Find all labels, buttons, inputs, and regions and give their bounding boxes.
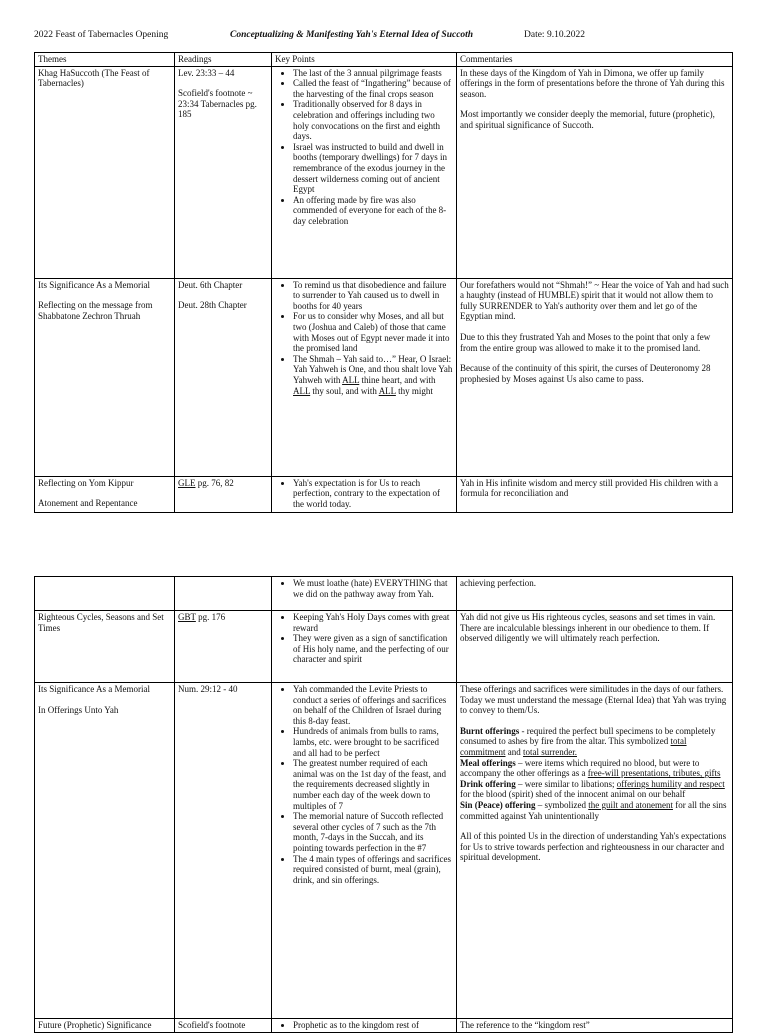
column-header-key-points: Key Points — [272, 53, 457, 67]
commentary-paragraph: All of this pointed Us in the direction of understanding Yah's expectations for Us to strive towards perfection and righteousness in our character and spiritual development. — [460, 831, 727, 863]
key-points-list — [275, 68, 453, 227]
commentary-cell — [457, 611, 733, 683]
reading-link: GBT — [178, 612, 196, 622]
list-item: • Israel was instructed to build and dwell in booths (temporary dwellings) for 7 days in remembrance of the exodus journey in the dessert wilderness coming out of ancient Egypt — [293, 142, 453, 195]
commentary-paragraph: Because of the continuity of this spirit, the curses of Deuteronomy 28 prophesied by Moses against Us also came to pass. — [460, 363, 711, 384]
reading-text: Lev. 23:33 – 44 — [178, 67, 235, 78]
drink-offering-entry: Drink offering – were similar to libations; offerings humility and respect for the blood (spirit) shed of the innocent animal on our behalf — [460, 778, 725, 800]
list-item: • Hundreds of animals from bulls to rams, lambs, etc. were brought to be sacrificed and all had to be perfect — [293, 726, 453, 758]
list-item: • Yah commanded the Levite Priests to conduct a series of offerings and sacrifices on behalf of the Children of Israel during this 8-day feast. — [293, 684, 453, 726]
list-item: • An offering made by fire was also commended of everyone for each of the 8-day celebration — [293, 195, 453, 227]
study-table-page1 — [34, 52, 733, 513]
reading-text: Num. 29:12 - 40 — [178, 684, 238, 694]
readings-cell — [175, 611, 272, 683]
commentary-paragraph: The reference to the “kingdom rest” — [460, 1020, 590, 1030]
theme-text: Future (Prophetic) Significance — [38, 1020, 152, 1030]
key-points-list — [275, 280, 453, 397]
column-header-readings: Readings — [175, 53, 272, 67]
theme-cell — [35, 577, 175, 611]
reading-text: Deut. 6th Chapter — [178, 279, 243, 290]
key-points-cell — [272, 278, 457, 476]
list-item: • Prophetic as to the kingdom rest of — [293, 1020, 453, 1031]
reading-text: Scofield's footnote ~ 23:34 Tabernacles pg. 185 — [178, 88, 257, 120]
commentary-cell — [457, 278, 733, 476]
table-row — [35, 683, 733, 1019]
readings-cell — [175, 577, 272, 611]
readings-cell — [175, 278, 272, 476]
theme-text: Khag HaSuccoth (The Feast of Tabernacles) — [38, 67, 150, 89]
theme-text: Reflecting on Yom Kippur — [38, 477, 134, 488]
key-points-list — [275, 578, 453, 599]
list-item: • They were given as a sign of sanctification of His holy name, and the perfecting of our character and spirit — [293, 633, 453, 665]
key-points-list — [275, 478, 453, 510]
commentary-paragraph: achieving perfection. — [460, 578, 536, 588]
commentary-cell — [457, 476, 733, 512]
table-row — [35, 476, 733, 512]
list-item: • Called the feast of “Ingathering” because of the harvesting of the final crops season — [293, 78, 453, 99]
key-points-cell — [272, 577, 457, 611]
commentary-paragraph: These offerings and sacrifices were similitudes in the days of our fathers. Today we must understand the message (Eternal Idea) that Yah was trying to convey to them/Us. — [460, 684, 727, 716]
commentary-cell — [457, 66, 733, 278]
study-table-page2 — [34, 576, 733, 1033]
theme-text: Righteous Cycles, Seasons and Set Times — [38, 612, 164, 633]
table-row — [35, 611, 733, 683]
key-points-cell — [272, 476, 457, 512]
key-points-list — [275, 684, 453, 885]
document-title: Conceptualizing & Manifesting Yah's Eternal Idea of Succoth — [230, 30, 474, 40]
theme-text: In Offerings Unto Yah — [38, 704, 119, 715]
reading-text: pg. 176 — [195, 612, 226, 622]
key-points-list — [275, 612, 453, 665]
key-points-cell — [272, 1019, 457, 1033]
list-item: • The Shmah – Yah said to…” Hear, O Israel: Yah Yahweh is One, and thou shalt love Yah Yahweh with ALL thine heart, and with ALL thy soul, and with ALL thy might — [293, 354, 453, 396]
theme-text: Atonement and Repentance — [38, 498, 138, 509]
key-points-list — [275, 1020, 453, 1031]
key-points-cell — [272, 611, 457, 683]
table-row — [35, 278, 733, 476]
commentary-paragraph: Yah in His infinite wisdom and mercy still provided His children with a formula for reconciliation and — [460, 477, 719, 499]
table-row — [35, 66, 733, 278]
list-item: • Keeping Yah's Holy Days comes with great reward — [293, 612, 453, 633]
theme-text: Its Significance As a Memorial — [38, 684, 150, 694]
list-item: • Traditionally observed for 8 days in celebration and offerings including two holy convocations on the first and eighth days. — [293, 99, 453, 141]
theme-cell — [35, 476, 175, 512]
commentary-paragraph: Yah did not give us His righteous cycles, seasons and set times in vain. There are incalculable blessings inherent in our obedience to them. If observed diligently we will ultimately reach perfection. — [460, 612, 716, 644]
list-item: • To remind us that disobedience and failure to surrender to Yah caused us to dwell in booths for 40 years — [293, 280, 453, 312]
list-item: • The last of the 3 annual pilgrimage feasts — [293, 68, 453, 79]
meal-offering-entry: Meal offerings – were items which required no blood, but were to accompany the other offerings as a free-will presentations, tributes, gifts — [460, 757, 721, 779]
list-item: • For us to consider why Moses, and all but two (Joshua and Caleb) of those that came with Moses out of Egypt never made it into the promised land — [293, 311, 453, 353]
commentary-paragraph: Most importantly we consider deeply the memorial, future (prophetic), and spiritual significance of Succoth. — [460, 109, 715, 130]
theme-cell — [35, 66, 175, 278]
column-header-themes: Themes — [35, 53, 175, 67]
list-item: • The greatest number required of each animal was on the 1st day of the feast, and the requirements decreased slightly in number each day of the week down to multiples of 7 — [293, 758, 453, 811]
commentary-cell — [457, 577, 733, 611]
event-title: 2022 Feast of Tabernacles Opening — [34, 30, 169, 40]
theme-text: Reflecting on the message from Shabbatone Zechron Thruah — [38, 300, 153, 321]
sin-offering-entry: Sin (Peace) offering – symbolized the guilt and atonement for all the sins committed against Yah unintentionally — [460, 799, 727, 821]
commentary-paragraph: In these days of the Kingdom of Yah in Dimona, we offer up family offerings in the form of presentations before the throne of Yah during this season. — [460, 67, 725, 99]
theme-text: Its Significance As a Memorial — [38, 279, 150, 290]
readings-cell — [175, 476, 272, 512]
document-header — [34, 30, 734, 44]
burnt-offering-entry: Burnt offerings - required the perfect bull specimens to be completely consumed to ashes by fire from the altar. This symbolized total commitment and total surrender. — [460, 725, 716, 757]
theme-cell — [35, 1019, 175, 1033]
readings-cell — [175, 1019, 272, 1033]
theme-cell — [35, 683, 175, 1019]
key-points-cell — [272, 683, 457, 1019]
table-row — [35, 1019, 733, 1033]
commentary-paragraph: Due to this they frustrated Yah and Moses to the point that only a few from the entire group was allowed to make it to the promised land. — [460, 331, 711, 353]
table-row — [35, 577, 733, 611]
list-item: • Yah's expectation is for Us to reach perfection, contrary to the expectation of the world today. — [293, 478, 453, 510]
reading-text: Deut. 28th Chapter — [178, 300, 247, 311]
table-header-row — [35, 53, 733, 67]
reading-text: pg. 76, 82 — [195, 477, 234, 488]
theme-cell — [35, 611, 175, 683]
commentary-cell — [457, 1019, 733, 1033]
commentary-cell — [457, 683, 733, 1019]
document-date: Date: 9.10.2022 — [524, 30, 585, 40]
list-item: • We must loathe (hate) EVERYTHING that we did on the pathway away from Yah. — [293, 578, 453, 599]
reading-link: GLE — [178, 477, 196, 488]
reading-text: Scofield's footnote — [178, 1020, 246, 1030]
readings-cell — [175, 683, 272, 1019]
list-item: • The 4 main types of offerings and sacrifices required consisted of burnt, meal (grain), drink, and sin offerings. — [293, 854, 453, 886]
theme-cell — [35, 278, 175, 476]
commentary-paragraph: Our forefathers would not “Shmah!” ~ Hear the voice of Yah and had such a haughty (instead of HUMBLE) spirit that it would not allow them to fully SURRENDER to Yah's authority over them and let go of the Egyptian mind. — [460, 279, 729, 322]
readings-cell — [175, 66, 272, 278]
key-points-cell — [272, 66, 457, 278]
column-header-commentaries: Commentaries — [457, 53, 733, 67]
list-item: • The memorial nature of Succoth reflected several other cycles of 7 such as the 7th month, 7-days in the Succah, and its pointing towards perfection in the #7 — [293, 811, 453, 853]
